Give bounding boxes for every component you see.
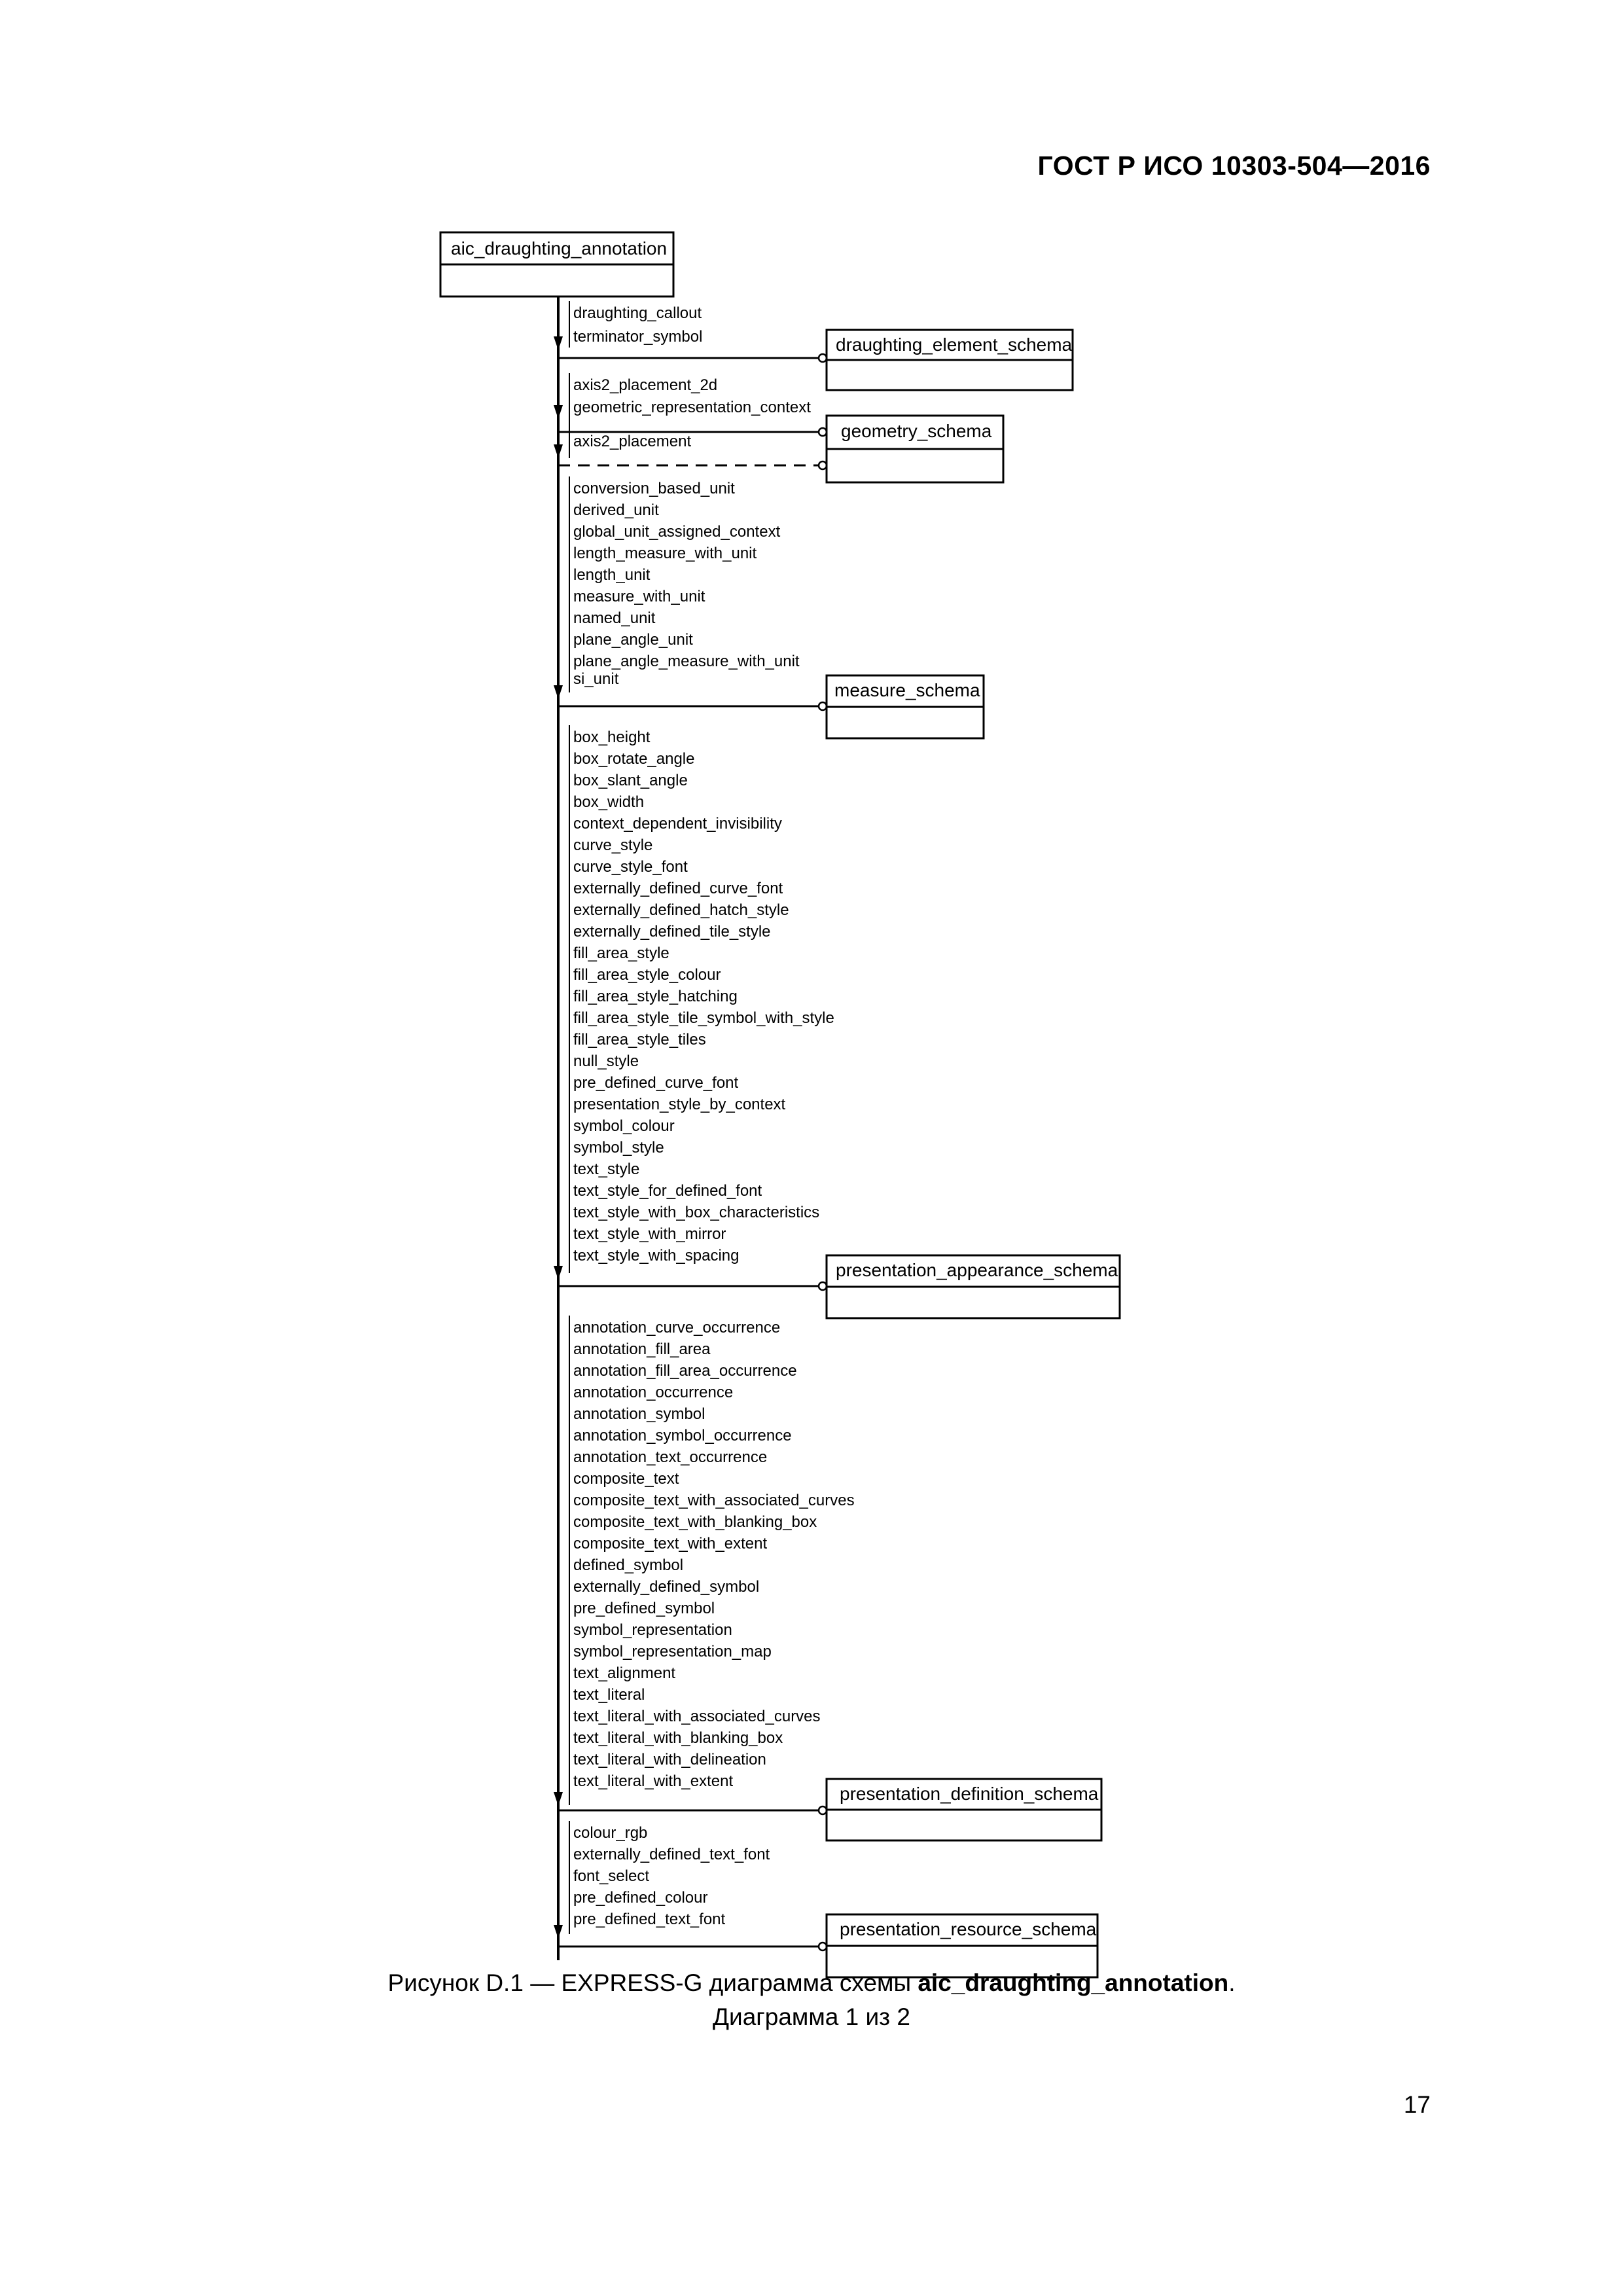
entity-label: measure_with_unit (573, 588, 705, 605)
entity-label: plane_angle_unit (573, 631, 693, 649)
caption-schema-name: aic_draughting_annotation (918, 1969, 1229, 1996)
schema-box-label: draughting_element_schema (836, 334, 1073, 355)
schema-box-label: presentation_appearance_schema (836, 1260, 1118, 1280)
entity-label: terminator_symbol (573, 328, 703, 346)
reference-presentation-appearance-schema (554, 725, 1120, 1318)
entity-label: text_style_with_box_characteristics (573, 1204, 820, 1221)
entity-label: externally_defined_curve_font (573, 880, 783, 897)
entity-label: text_literal_with_delineation (573, 1751, 766, 1768)
entity-label: composite_text_with_blanking_box (573, 1513, 817, 1531)
entity-label: geometric_representation_context (573, 399, 811, 416)
entity-label: fill_area_style_hatching (573, 988, 738, 1005)
entity-label: context_dependent_invisibility (573, 815, 782, 833)
entity-label: annotation_fill_area_occurrence (573, 1362, 797, 1380)
entity-label: text_literal_with_extent (573, 1772, 734, 1790)
entity-label: composite_text_with_associated_curves (573, 1492, 855, 1509)
entity-label: si_unit (573, 670, 619, 688)
caption-suffix: . (1228, 1969, 1236, 1996)
schema-box-label: presentation_definition_schema (840, 1784, 1099, 1804)
entity-label: fill_area_style_tiles (573, 1031, 706, 1049)
entity-label: annotation_curve_occurrence (573, 1319, 781, 1336)
entity-label: length_unit (573, 566, 651, 584)
entity-label: pre_defined_colour (573, 1889, 708, 1907)
entity-label: pre_defined_curve_font (573, 1074, 739, 1092)
entity-label: null_style (573, 1052, 639, 1070)
entity-label: externally_defined_tile_style (573, 923, 771, 941)
entity-label: composite_text_with_extent (573, 1535, 768, 1552)
entity-label: draughting_callout (573, 304, 702, 322)
entity-label: conversion_based_unit (573, 480, 735, 497)
entity-label: length_measure_with_unit (573, 545, 757, 562)
entity-label: named_unit (573, 609, 656, 627)
entity-label: plane_angle_measure_with_unit (573, 653, 800, 670)
entity-label: fill_area_style (573, 944, 669, 962)
reference-presentation-definition-schema (554, 1316, 1101, 1840)
reference-presentation-resource-schema (554, 1821, 1097, 1977)
entity-label: fill_area_style_colour (573, 966, 721, 984)
entity-label: symbol_style (573, 1139, 664, 1157)
entity-label: externally_defined_hatch_style (573, 901, 789, 919)
entity-label: text_style (573, 1160, 640, 1178)
schema-box-label: measure_schema (834, 680, 980, 700)
entity-label: symbol_representation_map (573, 1643, 772, 1660)
entity-label: derived_unit (573, 501, 659, 519)
entity-label: text_alignment (573, 1664, 676, 1682)
entity-label: pre_defined_symbol (573, 1600, 715, 1617)
entity-label: global_unit_assigned_context (573, 523, 781, 541)
root-schema-label: aic_draughting_annotation (451, 238, 668, 259)
caption-line-1 (0, 1966, 1623, 2000)
entity-label: colour_rgb (573, 1824, 648, 1842)
entity-label: fill_area_style_tile_symbol_with_style (573, 1009, 834, 1027)
entity-label: box_rotate_angle (573, 750, 695, 768)
schema-box-label: geometry_schema (841, 421, 992, 441)
caption-line-2: Диаграмма 1 из 2 (712, 2003, 911, 2030)
entity-label: text_style_with_mirror (573, 1225, 726, 1243)
entity-label: text_literal_with_blanking_box (573, 1729, 783, 1747)
entity-label: annotation_symbol (573, 1405, 705, 1423)
figure-caption (0, 1966, 1623, 2034)
entity-label: defined_symbol (573, 1556, 684, 1574)
entity-label: text_style_with_spacing (573, 1247, 740, 1265)
entity-label: symbol_colour (573, 1117, 675, 1135)
entity-label: curve_style (573, 836, 653, 854)
entity-label: box_slant_angle (573, 772, 688, 789)
entity-label: annotation_symbol_occurrence (573, 1427, 792, 1444)
entity-label: annotation_occurrence (573, 1384, 734, 1401)
reference-measure-schema (554, 476, 984, 738)
entity-label: composite_text (573, 1470, 679, 1488)
entity-label: symbol_representation (573, 1621, 732, 1639)
entity-label: externally_defined_text_font (573, 1846, 770, 1863)
standard-header: ГОСТ Р ИСО 10303-504—2016 (1037, 151, 1431, 181)
root-schema-box (440, 232, 673, 296)
schema-box-label: presentation_resource_schema (840, 1919, 1097, 1939)
entity-label: annotation_text_occurrence (573, 1448, 768, 1466)
entity-label: externally_defined_symbol (573, 1578, 760, 1596)
entity-label: text_style_for_defined_font (573, 1182, 762, 1200)
entity-label: text_literal_with_associated_curves (573, 1708, 821, 1725)
entity-label: box_height (573, 728, 651, 746)
entity-label: presentation_style_by_context (573, 1096, 786, 1113)
entity-label: font_select (573, 1867, 650, 1885)
entity-label: text_literal (573, 1686, 645, 1704)
entity-label: curve_style_font (573, 858, 688, 876)
entity-label: box_width (573, 793, 645, 811)
entity-label: pre_defined_text_font (573, 1910, 726, 1928)
entity-label: annotation_fill_area (573, 1340, 711, 1358)
entity-label: axis2_placement (573, 433, 692, 450)
page-number: 17 (1403, 2091, 1431, 2118)
entity-label: axis2_placement_2d (573, 376, 718, 394)
caption-prefix: Рисунок D.1 — EXPRESS-G диаграмма схемы (387, 1969, 918, 1996)
